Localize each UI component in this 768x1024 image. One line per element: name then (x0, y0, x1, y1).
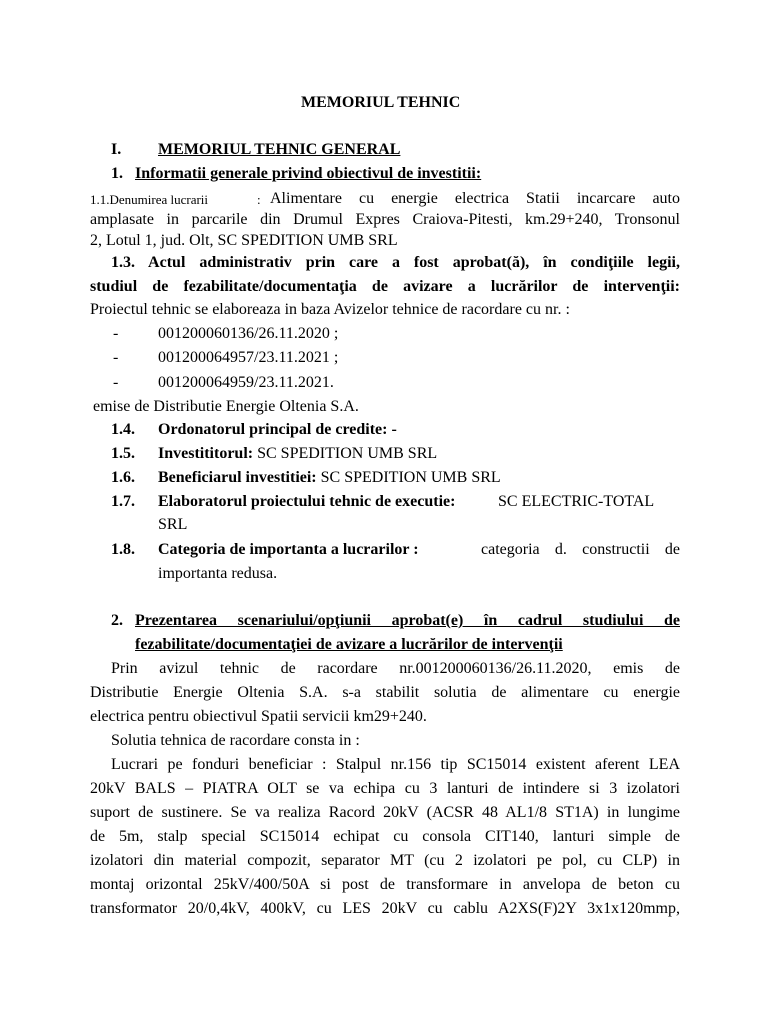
item-1-7-label: Elaboratorul proiectului tehnic de executie: (158, 493, 456, 510)
section-I-number: I. (111, 141, 122, 158)
sec1-number: 1. (111, 165, 123, 182)
item-value: SC SPEDITION UMB SRL (316, 469, 501, 486)
sec2-p3-line: izolatori din material compozit, separator MT (cu 2 izolatori pe pol, cu CLP) in (90, 852, 680, 869)
item-number: 1.5. (111, 445, 135, 462)
aviz-bullet: - (113, 374, 119, 391)
item-number: 1.8. (111, 541, 135, 558)
sec2-number: 2. (111, 612, 123, 629)
item-number: 1.6. (111, 469, 135, 486)
denumire-line-3: 2, Lotul 1, jud. Olt, SC SPEDITION UMB SRL (90, 232, 398, 249)
act-line-2: studiul de fezabilitate/documentaţia de avizare a lucrărilor de intervenţii: (90, 278, 680, 295)
item-label: Investititorul: (158, 445, 254, 462)
sec2-p1-line-2: Distributie Energie Oltenia S.A. s-a stabilit solutia de alimentare cu energie (90, 684, 680, 701)
emise-line: emise de Distributie Energie Oltenia S.A. (93, 398, 359, 415)
sec2-title-line-2: fezabilitate/documentaţiei de avizare a lucrărilor de intervenţii (135, 636, 563, 653)
aviz-item: 001200064959/23.11.2021. (158, 374, 334, 391)
sec2-p3-line: montaj orizontal 25kV/400/50A si post de transformare in anvelopa de beton cu (90, 876, 680, 893)
sec2-p3-line: Lucrari pe fonduri beneficiar : Stalpul nr.156 tip SC15014 existent aferent LEA (111, 756, 680, 773)
item-1-7-cont: SRL (158, 516, 188, 533)
item-label: Beneficiarul investitiei: (158, 469, 317, 486)
item-1-8-label: Categoria de importanta a lucrarilor : (158, 541, 419, 558)
item-1-8-cont: importanta redusa. (158, 565, 278, 582)
item-1-4 (158, 420, 397, 440)
sec2-p2: Solutia tehnica de racordare consta in : (111, 732, 360, 749)
act-line-1: 1.3. Actul administrativ prin care a fost aprobat(ă), în condiţiile legii, (111, 254, 680, 271)
item-1-7-value: SC ELECTRIC-TOTAL (498, 493, 655, 510)
document-title: MEMORIUL TEHNIC (301, 94, 461, 111)
item-1-8-value: categoria d. constructii de (481, 541, 680, 558)
sec2-title-line-1: Prezentarea scenariului/opţiunii aprobat(e) în cadrul studiului de (135, 612, 680, 629)
sec2-p3-line: de 5m, stalp special SC15014 echipat cu consola CIT140, lanturi simple de (90, 828, 680, 845)
aviz-item: 001200060136/26.11.2020 ; (158, 325, 339, 342)
sec1-title: Informatii generale privind obiectivul de investitii: (135, 165, 482, 182)
denumire-line-2: amplasate in parcarile din Drumul Expres Craiova-Pitesti, km.29+240, Tronsonul (90, 211, 680, 228)
denumire-label: 1.1.Denumirea lucrarii (90, 192, 209, 207)
aviz-item: 001200064957/23.11.2021 ; (158, 349, 339, 366)
sec2-p1-line-1: Prin avizul tehnic de racordare nr.001200060136/26.11.2020, emis de (111, 660, 680, 677)
item-number: 1.7. (111, 493, 135, 510)
sec2-p3-line: suport de sustinere. Se va realiza Racord 20kV (ACSR 48 AL1/8 ST1A) in lungime (90, 804, 680, 821)
item-number: 1.4. (111, 421, 135, 438)
denumire-line-1: Alimentare cu energie electrica Statii incarcare auto (270, 190, 680, 207)
item-1-5 (158, 444, 437, 464)
item-value: SC SPEDITION UMB SRL (253, 445, 438, 462)
sec2-p3-line: transformator 20/0,4kV, 400kV, cu LES 20kV cu cablu A2XS(F)2Y 3x1x120mmp, (90, 900, 680, 917)
proiect-line: Proiectul tehnic se elaboreaza in baza Avizelor tehnice de racordare cu nr. : (90, 301, 570, 318)
denumire-colon: : (257, 192, 261, 207)
aviz-bullet: - (113, 325, 119, 342)
item-label: Ordonatorul principal de credite: - (158, 421, 397, 438)
item-1-6 (158, 468, 501, 488)
sec2-p3-line: 20kV BALS – PIATRA OLT se va echipa cu 3 lanturi de intindere si 3 izolatori (90, 780, 680, 797)
section-I-title: MEMORIUL TEHNIC GENERAL (158, 141, 401, 158)
sec2-p1-line-3: electrica pentru obiectivul Spatii servicii km29+240. (90, 708, 427, 725)
aviz-bullet: - (113, 349, 119, 366)
